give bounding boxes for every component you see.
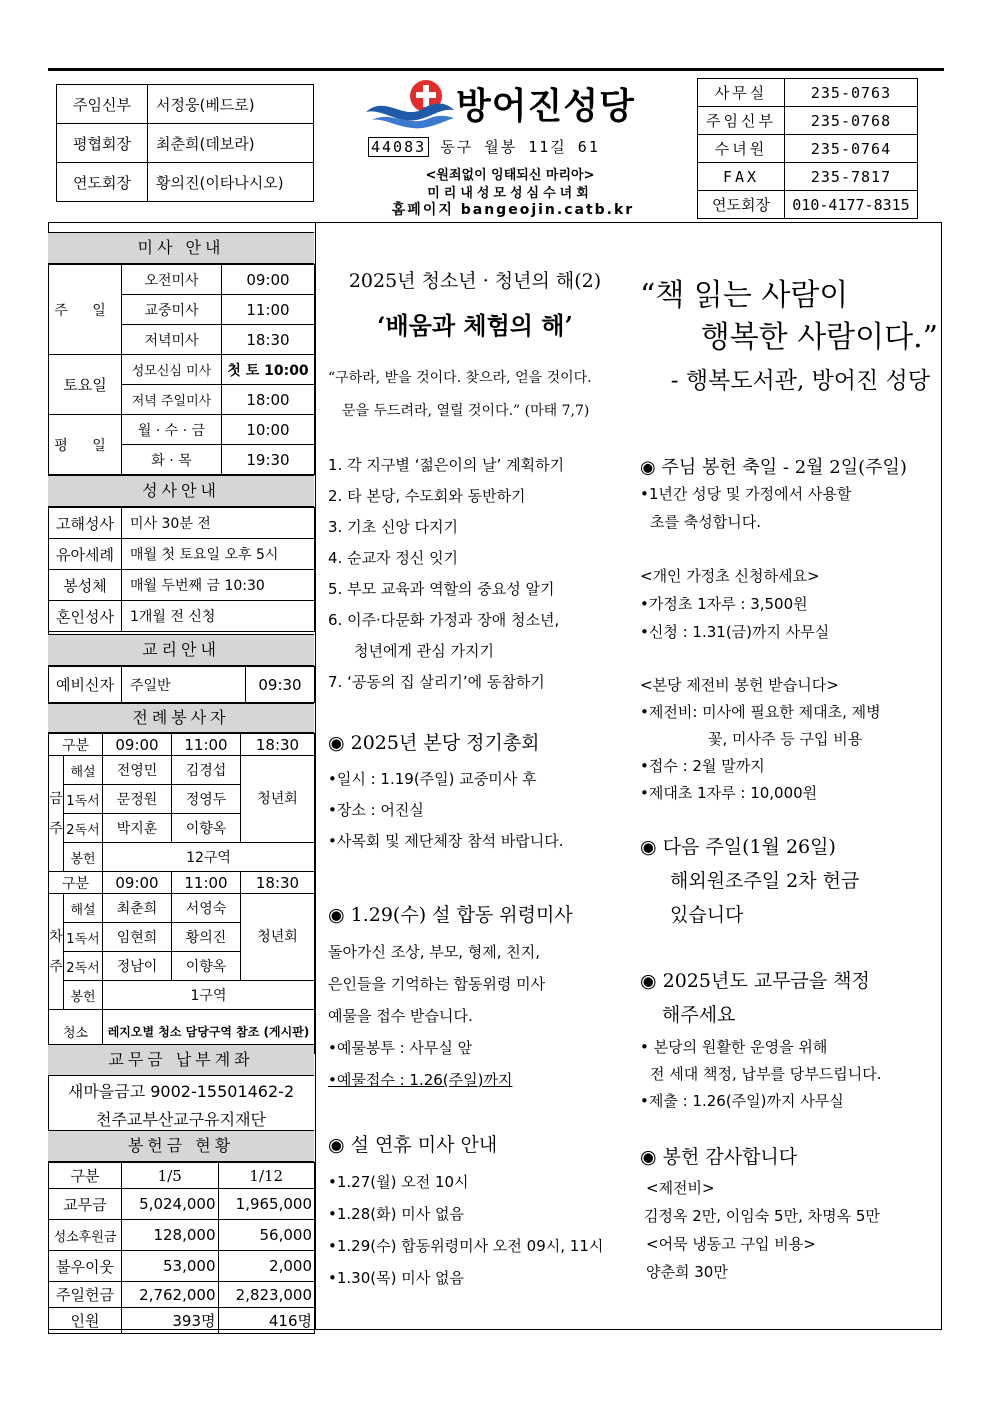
list-item: 3. 기초 신앙 다지기 (328, 518, 459, 536)
candle-title: ◉ 주님 봉헌 축일 - 2월 2일(주일) (640, 457, 907, 478)
dues-title: 교무금 납부계좌 (48, 1044, 314, 1076)
next-sunday-line2: 해외원조주일 2차 헌금 (670, 870, 860, 892)
dues-account (48, 1078, 314, 1134)
list-item: 5. 부모 교육과 역할의 중요성 알기 (328, 580, 555, 598)
contact-row: FAX 235-7817 (698, 163, 918, 191)
offering-table: 구분 1/5 1/12 교무금 5,024,000 1,965,000 성소후원금 128,000 56,000 불우이웃 53,000 2,000 주일헌금 2,762,000 2,823,000 인원 393명 416명 (48, 1162, 315, 1334)
year-theme: ‘배움과 체험의 해’ (377, 311, 573, 340)
sacrament-title: 성사안내 (48, 475, 314, 507)
officers-table (56, 84, 314, 202)
homepage: 홈페이지 bangeojin.catb.kr (391, 202, 635, 218)
list-item: 4. 순교자 정신 잇기 (328, 549, 459, 567)
sisters: 미리내성모성심수녀회 (427, 186, 593, 201)
altar-offering-title: <본당 제전비 봉헌 받습니다> (640, 676, 839, 694)
contacts-table (697, 78, 918, 219)
officer-row: 평협회장 최춘희(데보라) (57, 124, 314, 163)
home-candle-title: <개인 가정초 신청하세요> (640, 567, 820, 585)
left-sidebar (48, 222, 316, 1330)
altar-offering: <본당 제전비 봉헌 받습니다> •제전비: 미사에 필요한 제대초, 제병 꽃, 미사주 등 구입 비용 •접수 : 2월 말까지 •제대초 1자루 : 10,000원 (640, 672, 881, 807)
next-sunday-line3: 있습니다 (670, 904, 744, 926)
sacrament-table: 고해성사 미사 30분 전 유아세례 매월 첫 토요일 오후 5시 봉성체 매월 두번째 금 10:30 혼인성사 1개월 전 신청 (48, 507, 315, 632)
holiday-title: ◉ 설 연휴 미사 안내 (328, 1134, 498, 1156)
dues-notice-details: • 본당의 원활한 운영을 위해 전 세대 책정, 납부를 당부드립니다. •제출 : 1.26(주일)까지 사무실 (640, 1038, 882, 1110)
list-item: 7. ‘공동의 집 살리기’에 동참하기 (328, 673, 545, 691)
doctrine-table: 예비신자 주일반 09:30 (48, 666, 315, 703)
holiday-details: •1.27(월) 오전 10시 •1.28(화) 미사 없음 •1.29(수) 합동위령미사 오전 09시, 11시 •1.30(목) 미사 없음 (328, 1173, 604, 1287)
thanks-details: <제전비> 김정옥 2만, 이임숙 5만, 차명옥 5만 <어묵 냉동고 구입 비용> 양춘희 30만 (644, 1179, 880, 1281)
next-sunday-title: ◉ 다음 주일(1월 26일) (640, 836, 836, 858)
slogan-line1: “책 읽는 사람이 (640, 278, 849, 313)
meeting-title: ◉ 2025년 본당 정기총회 (328, 732, 540, 754)
address-line (368, 136, 600, 157)
home-candle: <개인 가정초 신청하세요> •가정초 1자루 : 3,500원 •신청 : 1.31(금)까지 사무실 (640, 562, 829, 646)
list-item: 6. 이주·다문화 가정과 장애 청소년, (328, 611, 560, 629)
servers-table: 구분 09:00 11:00 18:30 금주 해설 전영민 김경섭 청년회 1독서 문정원 정영두 2독서 박지훈 이향옥 봉헌 12구역 구분 09:00 11:00 18:30 차주 해설 최춘희 서영숙 청년회 1독서 임현희 황의진 2독서 정남이 이향옥 봉헌 1구역 청소 레지오별 청소 담당구역 참조 (게시판) (48, 733, 315, 1054)
year-goals (328, 450, 564, 698)
candle-details: •1년간 성당 및 가정에서 사용할 초를 축성합니다. (640, 485, 852, 531)
parish-logo-icon (364, 74, 456, 130)
address: 동구 월봉 11길 61 (440, 138, 600, 156)
slogan-source: - 행복도서관, 방어진 성당 (670, 368, 930, 394)
page-title: 방어진성당 (456, 85, 635, 127)
list-item: 청년에게 관심 가지기 (354, 642, 494, 660)
dues-notice-line2: 해주세요 (662, 1004, 736, 1026)
list-item: 2. 타 본당, 수도회와 동반하기 (328, 487, 526, 505)
slogan-line2: 행복한 사람이다.” (700, 320, 938, 355)
contact-row: 수녀원 235-0764 (698, 135, 918, 163)
contact-row: 연도회장 010-4177-8315 (698, 191, 918, 219)
top-rule (48, 68, 944, 71)
officer-row: 연도회장 황의진(이타나시오) (57, 163, 314, 202)
dues-line1: 새마을금고 9002-15501462-2 (67, 1082, 295, 1101)
offering-title: 봉헌금 현황 (48, 1130, 314, 1162)
memorial-title: ◉ 1.29(수) 설 합동 위령미사 (328, 904, 573, 926)
contact-row: 사무실 235-0763 (698, 79, 918, 107)
bible-quote: “구하라, 받을 것이다. 찾으라, 얻을 것이다. 문을 두드려라, 열릴 것이다.” (마태 7,7) (328, 370, 592, 419)
mass-title: 미사 안내 (48, 232, 314, 264)
list-item: 1. 각 지구별 ‘젊은이의 날’ 계획하기 (328, 456, 565, 474)
meeting-details: •일시 : 1.19(주일) 교중미사 후 •장소 : 어진실 •사목회 및 제단체장 참석 바랍니다. (328, 770, 564, 850)
year-title: 2025년 청소년 · 청년의 해(2) (348, 270, 602, 292)
contact-row: 주임신부 235-0768 (698, 107, 918, 135)
thanks-title: ◉ 봉헌 감사합니다 (640, 1146, 798, 1168)
postal-code: 44083 (368, 137, 429, 157)
dues-notice-title: ◉ 2025년도 교무금을 책정 (640, 970, 870, 992)
servers-title: 전례봉사자 (48, 703, 314, 733)
mass-table: 주 일 오전미사 09:00 교중미사 11:00 저녁미사 18:30 토요일 성모신심 미사 첫 토 10:00 저녁 주일미사 18:00 평 일 월 · 수 · 금 10:00 화 · 목 19:30 (48, 264, 315, 475)
dues-line2: 천주교부산교구유지재단 (95, 1110, 267, 1129)
motto: <원죄없이 잉태되신 마리아> (425, 168, 595, 183)
memorial-details: 돌아가신 조상, 부모, 형제, 친지, 은인들을 기억하는 합동위령 미사 예물을 접수 받습니다. •예물봉투 : 사무실 앞 •예물접수 : 1.26(주일)까지 (328, 943, 546, 1089)
officer-row: 주임신부 서정웅(베드로) (57, 85, 314, 124)
doctrine-title: 교리안내 (48, 634, 314, 666)
